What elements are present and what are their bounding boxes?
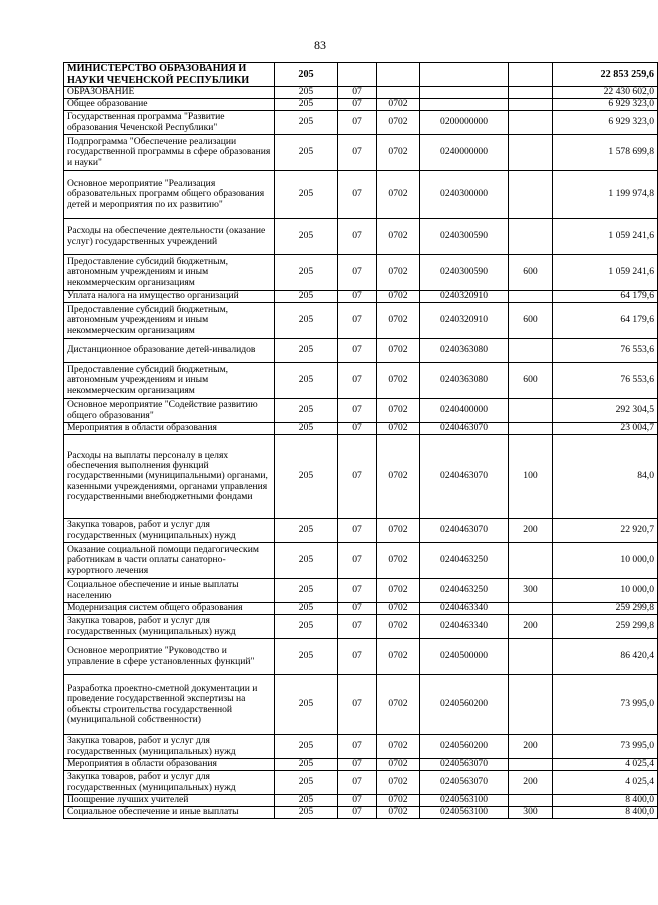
row-amount: 22 853 259,6 (553, 63, 658, 87)
table-row (64, 615, 658, 639)
row-section: 07 (338, 795, 377, 807)
row-amount: 4 025,4 (553, 759, 658, 771)
row-subsection: 0702 (377, 675, 420, 735)
row-amount: 22 920,7 (553, 519, 658, 543)
row-target-code: 0240463250 (420, 579, 509, 603)
row-target-code: 0240560200 (420, 735, 509, 759)
row-expense-type (509, 795, 553, 807)
row-name: Закупка товаров, работ и услуг для государственных (муниципальных) нужд (64, 771, 275, 795)
row-name: Общее образование (64, 99, 275, 111)
row-subsection: 0702 (377, 219, 420, 255)
row-name: Основное мероприятие "Реализация образовательных программ общего образования детей и мероприятия по их развитию" (64, 171, 275, 219)
row-target-code: 0240463340 (420, 615, 509, 639)
row-expense-type (509, 675, 553, 735)
row-subsection: 0702 (377, 291, 420, 303)
row-section (338, 63, 377, 87)
row-expense-type (509, 135, 553, 171)
row-expense-type: 600 (509, 363, 553, 399)
row-subsection: 0702 (377, 303, 420, 339)
row-subsection: 0702 (377, 519, 420, 543)
table-row (64, 87, 658, 99)
row-section: 07 (338, 759, 377, 771)
row-amount: 76 553,6 (553, 339, 658, 363)
row-section: 07 (338, 111, 377, 135)
row-expense-type: 300 (509, 807, 553, 819)
table-row (64, 219, 658, 255)
row-ved: 205 (275, 399, 338, 423)
table-row (64, 603, 658, 615)
row-ved: 205 (275, 615, 338, 639)
row-section: 07 (338, 639, 377, 675)
row-section: 07 (338, 99, 377, 111)
table-row (64, 519, 658, 543)
table-row (64, 579, 658, 603)
row-amount: 8 400,0 (553, 807, 658, 819)
table-row (64, 735, 658, 759)
row-expense-type (509, 219, 553, 255)
row-subsection: 0702 (377, 771, 420, 795)
row-ved: 205 (275, 795, 338, 807)
row-ved: 205 (275, 771, 338, 795)
row-subsection: 0702 (377, 579, 420, 603)
row-section: 07 (338, 423, 377, 435)
table-row (64, 171, 658, 219)
row-expense-type (509, 111, 553, 135)
row-expense-type (509, 543, 553, 579)
row-section: 07 (338, 519, 377, 543)
row-amount: 4 025,4 (553, 771, 658, 795)
row-name: Предоставление субсидий бюджетным, автономным учреждениям и иным некоммерческим организациям (64, 363, 275, 399)
row-name: Государственная программа "Развитие образования Чеченской Республики" (64, 111, 275, 135)
row-expense-type (509, 339, 553, 363)
row-name: Закупка товаров, работ и услуг для государственных (муниципальных) нужд (64, 615, 275, 639)
row-name: Закупка товаров, работ и услуг для государственных (муниципальных) нужд (64, 735, 275, 759)
table-row (64, 99, 658, 111)
row-expense-type (509, 171, 553, 219)
row-expense-type (509, 423, 553, 435)
table-row (64, 435, 658, 519)
row-ved: 205 (275, 639, 338, 675)
row-subsection: 0702 (377, 759, 420, 771)
row-ved: 205 (275, 579, 338, 603)
row-subsection: 0702 (377, 603, 420, 615)
row-section: 07 (338, 807, 377, 819)
table-row (64, 795, 658, 807)
row-name: МИНИСТЕРСТВО ОБРАЗОВАНИЯ И НАУКИ ЧЕЧЕНСКОЙ РЕСПУБЛИКИ (64, 63, 275, 87)
row-amount: 64 179,6 (553, 303, 658, 339)
row-amount: 23 004,7 (553, 423, 658, 435)
row-name: ОБРАЗОВАНИЕ (64, 87, 275, 99)
row-name: Мероприятия в области образования (64, 423, 275, 435)
row-ved: 205 (275, 219, 338, 255)
row-amount: 6 929 323,0 (553, 99, 658, 111)
row-amount: 76 553,6 (553, 363, 658, 399)
row-ved: 205 (275, 255, 338, 291)
table-row (64, 423, 658, 435)
row-target-code: 0240563070 (420, 759, 509, 771)
row-expense-type: 200 (509, 771, 553, 795)
row-section: 07 (338, 219, 377, 255)
row-target-code (420, 99, 509, 111)
row-amount: 86 420,4 (553, 639, 658, 675)
row-amount: 8 400,0 (553, 795, 658, 807)
row-target-code: 0240320910 (420, 303, 509, 339)
row-expense-type: 100 (509, 435, 553, 519)
row-subsection: 0702 (377, 99, 420, 111)
row-target-code: 0200000000 (420, 111, 509, 135)
row-name: Мероприятия в области образования (64, 759, 275, 771)
row-target-code: 0240363080 (420, 363, 509, 399)
row-ved: 205 (275, 675, 338, 735)
row-subsection (377, 63, 420, 87)
row-name: Закупка товаров, работ и услуг для государственных (муниципальных) нужд (64, 519, 275, 543)
row-amount: 259 299,8 (553, 603, 658, 615)
row-expense-type (509, 291, 553, 303)
row-target-code: 0240563100 (420, 807, 509, 819)
row-subsection: 0702 (377, 435, 420, 519)
row-name: Разработка проектно-сметной документации и проведение государственной экспертизы на объекты строительства государственной (муниципальной собственности) (64, 675, 275, 735)
row-target-code (420, 63, 509, 87)
row-amount: 73 995,0 (553, 735, 658, 759)
row-target-code: 0240320910 (420, 291, 509, 303)
row-name: Расходы на выплаты персоналу в целях обеспечения выполнения функций государственными (муниципальными) органами, казенными учреждениями, органами управления государственными внебюджетными фондами (64, 435, 275, 519)
row-section: 07 (338, 291, 377, 303)
row-ved: 205 (275, 759, 338, 771)
row-target-code: 0240400000 (420, 399, 509, 423)
row-subsection: 0702 (377, 363, 420, 399)
row-target-code: 0240463250 (420, 543, 509, 579)
row-ved: 205 (275, 435, 338, 519)
row-section: 07 (338, 135, 377, 171)
row-section: 07 (338, 771, 377, 795)
row-subsection: 0702 (377, 795, 420, 807)
row-name: Уплата налога на имущество организаций (64, 291, 275, 303)
row-amount: 73 995,0 (553, 675, 658, 735)
table-row (64, 291, 658, 303)
row-subsection: 0702 (377, 639, 420, 675)
row-ved: 205 (275, 303, 338, 339)
row-expense-type (509, 399, 553, 423)
row-subsection: 0702 (377, 543, 420, 579)
row-ved: 205 (275, 519, 338, 543)
row-expense-type (509, 639, 553, 675)
row-amount: 84,0 (553, 435, 658, 519)
row-ved: 205 (275, 63, 338, 87)
row-section: 07 (338, 303, 377, 339)
row-target-code: 0240363080 (420, 339, 509, 363)
row-subsection (377, 87, 420, 99)
row-name: Предоставление субсидий бюджетным, автономным учреждениям и иным некоммерческим организациям (64, 303, 275, 339)
row-target-code: 0240300000 (420, 171, 509, 219)
row-section: 07 (338, 435, 377, 519)
row-name: Оказание социальной помощи педагогическим работникам в части оплаты санаторно-курортного лечения (64, 543, 275, 579)
row-name: Расходы на обеспечение деятельности (оказание услуг) государственных учреждений (64, 219, 275, 255)
row-section: 07 (338, 363, 377, 399)
row-expense-type: 200 (509, 615, 553, 639)
table-row (64, 399, 658, 423)
row-expense-type (509, 63, 553, 87)
row-subsection: 0702 (377, 807, 420, 819)
row-amount: 292 304,5 (553, 399, 658, 423)
row-section: 07 (338, 615, 377, 639)
row-ved: 205 (275, 735, 338, 759)
row-expense-type: 600 (509, 255, 553, 291)
row-target-code: 0240300590 (420, 255, 509, 291)
row-name: Поощрение лучших учителей (64, 795, 275, 807)
table-row (64, 639, 658, 675)
row-expense-type (509, 87, 553, 99)
row-target-code: 0240463070 (420, 423, 509, 435)
row-name: Социальное обеспечение и иные выплаты населению (64, 579, 275, 603)
row-name: Основное мероприятие "Содействие развитию общего образования" (64, 399, 275, 423)
table-row (64, 255, 658, 291)
row-name: Социальное обеспечение и иные выплаты (64, 807, 275, 819)
table-row (64, 63, 658, 87)
row-subsection: 0702 (377, 135, 420, 171)
table-row (64, 363, 658, 399)
table-row (64, 543, 658, 579)
row-target-code: 0240560200 (420, 675, 509, 735)
row-ved: 205 (275, 171, 338, 219)
row-subsection: 0702 (377, 735, 420, 759)
row-target-code: 0240500000 (420, 639, 509, 675)
row-target-code: 0240563100 (420, 795, 509, 807)
row-name: Дистанционное образование детей-инвалидов (64, 339, 275, 363)
row-subsection: 0702 (377, 339, 420, 363)
row-ved: 205 (275, 339, 338, 363)
row-ved: 205 (275, 807, 338, 819)
table-row (64, 135, 658, 171)
row-section: 07 (338, 735, 377, 759)
table-row (64, 675, 658, 735)
row-amount: 1 578 699,8 (553, 135, 658, 171)
row-section: 07 (338, 399, 377, 423)
row-subsection: 0702 (377, 399, 420, 423)
row-amount: 64 179,6 (553, 291, 658, 303)
table-row (64, 771, 658, 795)
row-ved: 205 (275, 603, 338, 615)
row-subsection: 0702 (377, 171, 420, 219)
table-row (64, 111, 658, 135)
row-amount: 1 059 241,6 (553, 255, 658, 291)
row-ved: 205 (275, 87, 338, 99)
row-ved: 205 (275, 423, 338, 435)
row-amount: 1 059 241,6 (553, 219, 658, 255)
row-expense-type: 200 (509, 735, 553, 759)
table-row (64, 807, 658, 819)
row-subsection: 0702 (377, 111, 420, 135)
row-expense-type: 600 (509, 303, 553, 339)
row-expense-type: 300 (509, 579, 553, 603)
row-section: 07 (338, 255, 377, 291)
row-section: 07 (338, 543, 377, 579)
row-ved: 205 (275, 291, 338, 303)
row-expense-type: 200 (509, 519, 553, 543)
row-target-code: 0240000000 (420, 135, 509, 171)
row-target-code: 0240463070 (420, 435, 509, 519)
table-row (64, 303, 658, 339)
row-ved: 205 (275, 363, 338, 399)
row-amount: 1 199 974,8 (553, 171, 658, 219)
row-ved: 205 (275, 135, 338, 171)
row-amount: 10 000,0 (553, 579, 658, 603)
row-section: 07 (338, 87, 377, 99)
row-target-code: 0240463340 (420, 603, 509, 615)
row-target-code: 0240300590 (420, 219, 509, 255)
row-amount: 10 000,0 (553, 543, 658, 579)
row-expense-type (509, 603, 553, 615)
budget-table (63, 62, 658, 819)
row-section: 07 (338, 339, 377, 363)
row-subsection: 0702 (377, 423, 420, 435)
table-row (64, 759, 658, 771)
row-subsection: 0702 (377, 255, 420, 291)
row-amount: 6 929 323,0 (553, 111, 658, 135)
row-name: Предоставление субсидий бюджетным, автономным учреждениям и иным некоммерческим организациям (64, 255, 275, 291)
row-ved: 205 (275, 111, 338, 135)
row-name: Основное мероприятие "Руководство и управление в сфере установленных функций" (64, 639, 275, 675)
table-row (64, 339, 658, 363)
row-target-code (420, 87, 509, 99)
row-expense-type (509, 99, 553, 111)
row-amount: 22 430 602,0 (553, 87, 658, 99)
row-subsection: 0702 (377, 615, 420, 639)
row-section: 07 (338, 675, 377, 735)
row-ved: 205 (275, 99, 338, 111)
row-section: 07 (338, 603, 377, 615)
row-target-code: 0240563070 (420, 771, 509, 795)
row-amount: 259 299,8 (553, 615, 658, 639)
row-name: Модернизация систем общего образования (64, 603, 275, 615)
page-number: 83 (314, 38, 326, 52)
row-ved: 205 (275, 543, 338, 579)
row-section: 07 (338, 579, 377, 603)
row-target-code: 0240463070 (420, 519, 509, 543)
row-expense-type (509, 759, 553, 771)
row-name: Подпрограмма "Обеспечение реализации государственной программы в сфере образования и науки" (64, 135, 275, 171)
row-section: 07 (338, 171, 377, 219)
